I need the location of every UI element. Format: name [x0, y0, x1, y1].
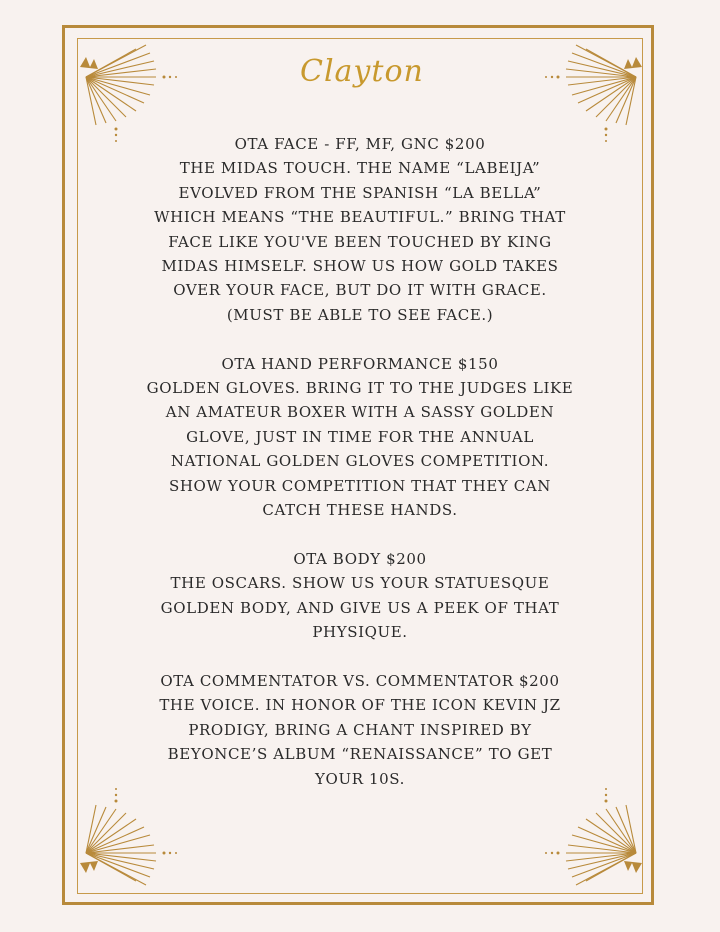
- category-line: YOUR 10S.: [315, 769, 405, 788]
- sunburst-ornament-icon: [536, 37, 646, 147]
- category-line: BEYONCE’S ALBUM “RENAISSANCE” TO GET: [167, 745, 553, 764]
- category-line: EVOLVED FROM THE SPANISH “LA BELLA”: [178, 183, 542, 202]
- category-line: GOLDEN BODY, AND GIVE US A PEEK OF THAT: [160, 598, 560, 617]
- category-heading: OTA BODY $200: [293, 549, 427, 568]
- category-heading: OTA HAND PERFORMANCE $150: [221, 354, 499, 373]
- category-line: CATCH THESE HANDS.: [262, 501, 458, 520]
- category-hand-performance: [110, 352, 610, 523]
- category-body: [110, 547, 610, 645]
- category-commentator: [110, 669, 610, 791]
- category-line: SHOW YOUR COMPETITION THAT THEY CAN: [169, 476, 551, 495]
- category-heading: OTA FACE - FF, MF, GNC $200: [234, 135, 486, 153]
- category-line: WHICH MEANS “THE BEAUTIFUL.” BRING THAT: [154, 208, 566, 227]
- category-line: GOLDEN GLOVES. BRING IT TO THE JUDGES LIKE: [146, 379, 574, 398]
- category-line: THE VOICE. IN HONOR OF THE ICON KEVIN JZ: [159, 696, 561, 715]
- category-line: THE OSCARS. SHOW US YOUR STATUESQUE: [170, 574, 550, 593]
- category-line: THE MIDAS TOUCH. THE NAME “LABEIJA”: [179, 159, 541, 178]
- category-line: MIDAS HIMSELF. SHOW US HOW GOLD TAKES: [161, 257, 559, 276]
- signature-logo: Clayton: [300, 54, 424, 89]
- category-line: OVER YOUR FACE, BUT DO IT WITH GRACE.: [173, 281, 547, 300]
- category-line: AN AMATEUR BOXER WITH A SASSY GOLDEN: [165, 403, 555, 422]
- category-list: [110, 132, 610, 815]
- category-line: FACE LIKE YOU'VE BEEN TOUCHED BY KING: [168, 232, 552, 251]
- category-line: GLOVE, JUST IN TIME FOR THE ANNUAL: [186, 427, 534, 446]
- sunburst-ornament-icon: [76, 37, 186, 147]
- category-line: NATIONAL GOLDEN GLOVES COMPETITION.: [170, 452, 550, 471]
- category-face: [110, 132, 610, 327]
- category-line: PRODIGY, BRING A CHANT INSPIRED BY: [188, 720, 532, 739]
- category-line: PHYSIQUE.: [312, 623, 408, 642]
- category-heading: OTA COMMENTATOR VS. COMMENTATOR $200: [160, 671, 560, 690]
- category-line: (MUST BE ABLE TO SEE FACE.): [226, 305, 494, 324]
